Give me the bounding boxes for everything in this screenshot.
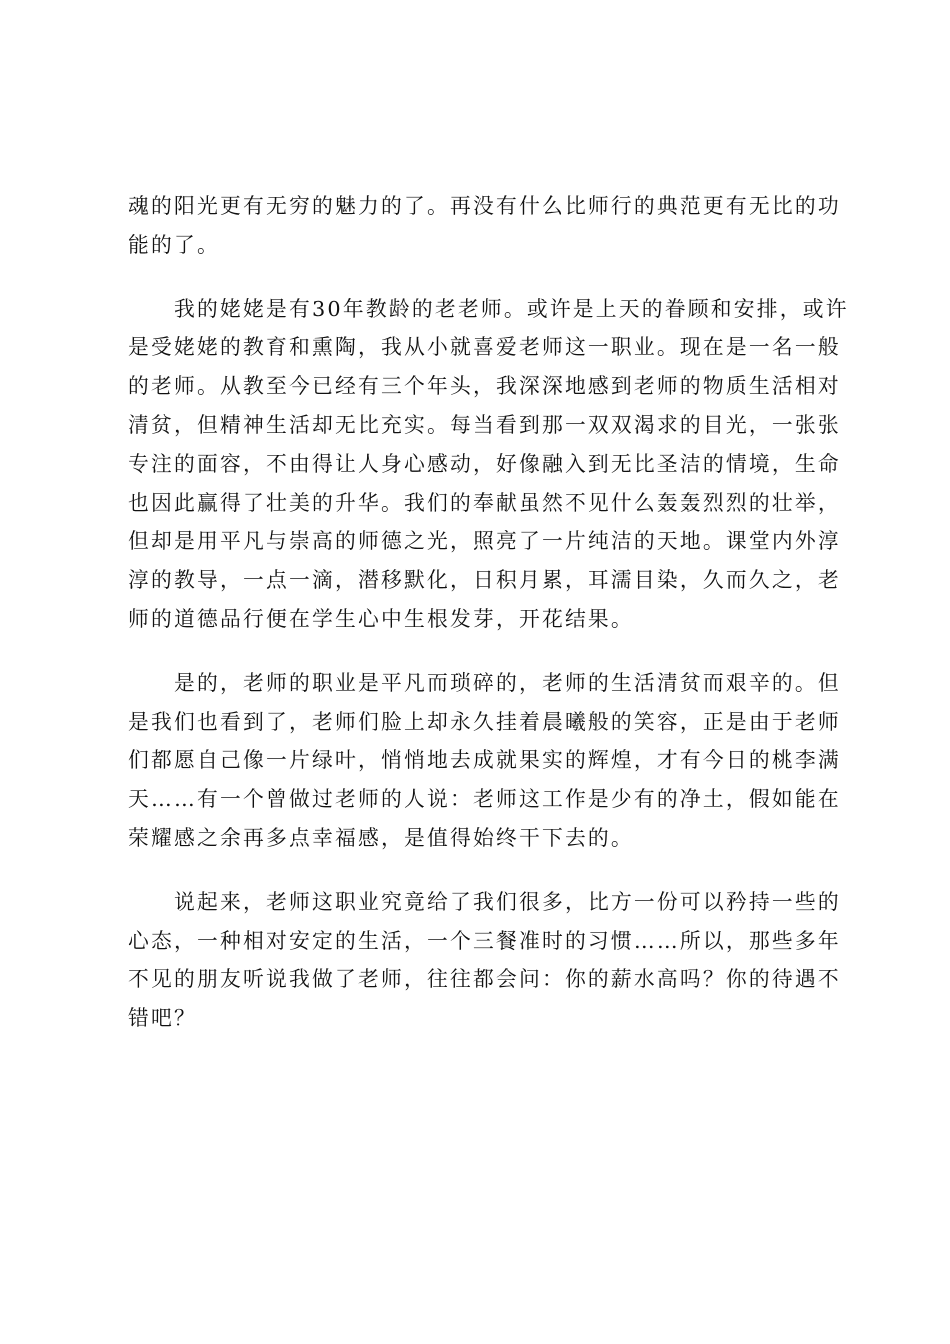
paragraph-line: 错吧？ — [128, 1006, 197, 1031]
paragraph-line: 荣耀感之余再多点幸福感，是值得始终干下去的。 — [128, 825, 634, 850]
paragraph-line: 淳的教导，一点一滴，潜移默化，日积月累，耳濡目染，久而久之，老 — [128, 568, 841, 593]
paragraph-line: 专注的面容，不由得让人身心感动，好像融入到无比圣洁的情境，生命 — [128, 451, 841, 476]
paragraph-1 — [128, 187, 841, 265]
paragraph-line: 也因此赢得了壮美的升华。我们的奉献虽然不见什么轰轰烈烈的壮举， — [128, 490, 841, 515]
paragraph-line: 天……有一个曾做过老师的人说：老师这工作是少有的净土，假如能在 — [128, 787, 841, 812]
paragraph-line: 是我们也看到了，老师们脸上却永久挂着晨曦般的笑容，正是由于老师 — [128, 709, 841, 734]
paragraph-line: 说起来，老师这职业究竟给了我们很多，比方一份可以矜持一些的 — [174, 889, 841, 914]
paragraph-3 — [128, 664, 841, 858]
paragraph-4 — [128, 883, 841, 1038]
paragraph-line: 但却是用平凡与崇高的师德之光，照亮了一片纯洁的天地。课堂内外淳 — [128, 529, 841, 554]
paragraph-2 — [128, 290, 849, 639]
paragraph-line: 我的姥姥是有30年教龄的老老师。或许是上天的眷顾和安排，或许 — [174, 296, 849, 321]
paragraph-line: 魂的阳光更有无穷的魅力的了。再没有什么比师行的典范更有无比的功 — [128, 194, 841, 218]
paragraph-line: 能的了。 — [128, 232, 220, 257]
paragraph-line: 心态，一种相对安定的生活，一个三餐准时的习惯……所以，那些多年 — [128, 928, 841, 953]
paragraph-line: 师的道德品行便在学生心中生根发芽，开花结果。 — [128, 606, 634, 631]
paragraph-line: 不见的朋友听说我做了老师，往往都会问：你的薪水高吗？你的待遇不 — [128, 967, 841, 992]
document-body — [128, 187, 849, 1038]
paragraph-line: 清贫，但精神生活却无比充实。每当看到那一双双渴求的目光，一张张 — [128, 412, 841, 437]
paragraph-line: 们都愿自己像一片绿叶，悄悄地去成就果实的辉煌，才有今日的桃李满 — [128, 748, 841, 773]
paragraph-line: 的老师。从教至今已经有三个年头，我深深地感到老师的物质生活相对 — [128, 374, 841, 399]
paragraph-line: 是的，老师的职业是平凡而琐碎的，老师的生活清贫而艰辛的。但 — [174, 670, 841, 695]
paragraph-line: 是受姥姥的教育和熏陶，我从小就喜爱老师这一职业。现在是一名一般 — [128, 335, 841, 360]
